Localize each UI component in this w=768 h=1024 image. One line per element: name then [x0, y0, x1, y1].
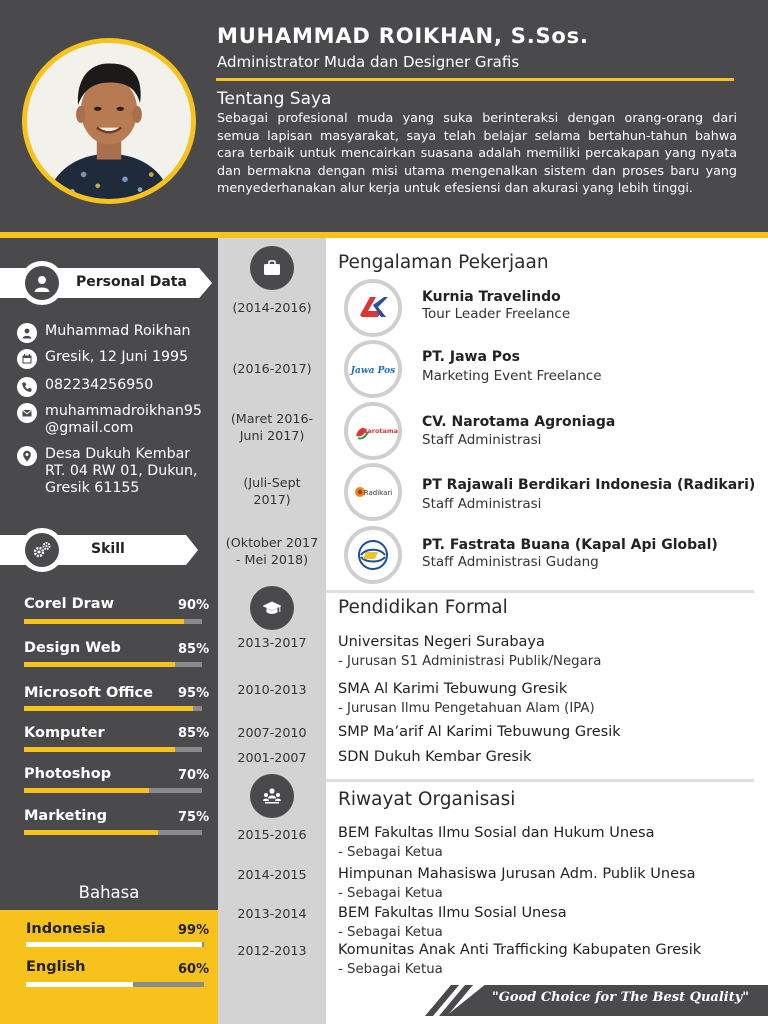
skill-bar — [24, 830, 202, 835]
skill-bar — [24, 788, 202, 793]
language-heading: Bahasa — [78, 883, 140, 902]
personal-data-email-text: muhammadroikhan95 @gmail.com — [45, 403, 202, 436]
skill-percent: 75% — [178, 810, 210, 825]
section-divider — [326, 779, 754, 782]
skill-percent: 70% — [178, 768, 210, 783]
personal-data-name-text: Muhammad Roikhan — [45, 323, 191, 339]
school-name: SDN Dukuh Kembar Gresik — [338, 749, 532, 765]
experience-period: (2014-2016) — [232, 300, 312, 315]
organization-name: BEM Fakultas Ilmu Sosial dan Hukum Unesa — [338, 825, 655, 841]
mail-icon — [17, 403, 37, 423]
header-divider — [216, 78, 734, 81]
skill-bar-fill — [24, 662, 175, 667]
language-name: Indonesia — [26, 921, 106, 937]
organization-badge — [250, 774, 294, 818]
skill-percent: 85% — [178, 642, 210, 657]
personal-data-address-text: Desa Dukuh Kembar RT. 04 RW 01, Dukun, Gresik 61155 — [45, 446, 198, 496]
school-name: SMP Ma’arif Al Karimi Tebuwung Gresik — [338, 724, 621, 740]
skill-name: Komputer — [24, 725, 105, 741]
job-role: Staff Administrasi Gudang — [422, 554, 599, 570]
skill-bar — [24, 747, 202, 752]
narotama-logo — [344, 402, 402, 460]
education-heading: Pendidikan Formal — [338, 597, 508, 618]
language-percent: 60% — [178, 962, 210, 977]
phone-icon — [17, 377, 37, 397]
organization-period: 2012-2013 — [237, 943, 307, 958]
skill-bar-fill — [24, 706, 193, 711]
company-name: Kurnia Travelindo — [422, 289, 561, 305]
skill-heading: Skill — [91, 541, 125, 557]
organization-name: BEM Fakultas Ilmu Sosial Unesa — [338, 905, 567, 921]
candidate-name: MUHAMMAD ROIKHAN, S.Sos. — [217, 24, 589, 48]
skill-name: Design Web — [24, 640, 121, 656]
skill-name: Marketing — [24, 808, 108, 824]
calendar-icon — [17, 349, 37, 369]
group-icon — [261, 785, 283, 807]
language-bar — [26, 982, 204, 987]
personal-data-birth — [17, 349, 188, 369]
kurnia-travelindo-logo — [344, 279, 402, 337]
language-bar-fill — [26, 942, 202, 947]
experience-period: (Juli-Sept 2017) — [243, 475, 301, 507]
education-period: 2010-2013 — [237, 682, 307, 697]
job-title: Administrator Muda dan Designer Grafis — [217, 53, 520, 71]
organization-heading: Riwayat Organisasi — [338, 789, 516, 810]
personal-data-birth-text: Gresik, 12 Juni 1995 — [45, 349, 189, 365]
organization-name: Himpunan Mahasiswa Jurusan Adm. Publik Unesa — [338, 866, 696, 882]
job-role: Marketing Event Freelance — [422, 368, 602, 384]
fastrata-logo — [344, 526, 402, 584]
profile-photo — [22, 38, 196, 204]
graduation-cap-icon — [261, 597, 283, 619]
school-detail: - Jurusan S1 Administrasi Publik/Negara — [338, 654, 602, 669]
section-divider — [326, 590, 754, 593]
job-role: Tour Leader Freelance — [422, 306, 571, 322]
jawa-pos-logo — [344, 340, 402, 398]
personal-data-name — [17, 323, 191, 343]
gears-icon — [32, 540, 52, 560]
job-role: Staff Administrasi — [422, 432, 542, 448]
language-name: English — [26, 959, 86, 975]
school-detail: - Jurusan Ilmu Pengetahuan Alam (IPA) — [338, 701, 595, 716]
personal-data-phone-text: 082234256950 — [45, 377, 154, 393]
personal-data-address — [17, 446, 197, 497]
about-text: Sebagai profesional muda yang suka berinteraksi dengan orang-orang dari semua lapisan masyarakat, saya telah belajar selama bertahun-tahun bahwa cara terbaik untuk mencairkan suasana adalah memiliki percakapan yang nyata dan bermakna dengan misi utama mengenalkan sistem dan proses baru yang menyederhanakan alur kerja untuk efesiensi dan akurasi yang lebih tinggi. — [217, 110, 737, 196]
about-heading: Tentang Saya — [217, 89, 332, 109]
footer-tagline: "Good Choice for The Best Quality" — [492, 990, 750, 1005]
organization-role: - Sebagai Ketua — [338, 845, 443, 860]
education-period: 2001-2007 — [237, 750, 307, 765]
skill-percent: 95% — [178, 686, 210, 701]
skill-bar — [24, 662, 202, 667]
skill-bar-fill — [24, 788, 149, 793]
school-name: Universitas Negeri Surabaya — [338, 634, 545, 650]
organization-period: 2013-2014 — [237, 906, 307, 921]
organization-role: - Sebagai Ketua — [338, 962, 443, 977]
skill-percent: 85% — [178, 726, 210, 741]
person-icon — [32, 273, 52, 293]
company-name: CV. Narotama Agroniaga — [422, 414, 616, 430]
organization-name: Komunitas Anak Anti Trafficking Kabupaten Gresik — [338, 942, 702, 958]
skill-name: Corel Draw — [24, 596, 114, 612]
organization-period: 2014-2015 — [237, 867, 307, 882]
profile-photo-image — [27, 43, 191, 199]
personal-data-phone — [17, 377, 153, 397]
skill-percent: 90% — [178, 598, 210, 613]
jawa-pos-logo-text: Jawa Pos — [350, 366, 396, 376]
organization-role: - Sebagai Ketua — [338, 886, 443, 901]
organization-period: 2015-2016 — [237, 827, 307, 842]
organization-role: - Sebagai Ketua — [338, 925, 443, 940]
location-pin-icon — [17, 446, 37, 466]
skill-name: Microsoft Office — [24, 685, 153, 701]
radikari-logo-text: Radikari — [363, 489, 393, 497]
skill-name: Photoshop — [24, 766, 112, 782]
person-icon — [17, 323, 37, 343]
education-period: 2007-2010 — [237, 725, 307, 740]
job-role: Staff Administrasi — [422, 496, 542, 512]
skill-bar-fill — [24, 830, 158, 835]
briefcase-icon — [261, 257, 283, 279]
personal-data-heading: Personal Data — [76, 274, 187, 290]
language-bar-fill — [26, 982, 133, 987]
narotama-logo-text: Narotama — [361, 427, 398, 435]
experience-period: (Maret 2016- Juni 2017) — [230, 411, 314, 443]
company-name: PT. Fastrata Buana (Kapal Api Global) — [422, 537, 718, 553]
radikari-logo — [344, 463, 402, 521]
skill-bar — [24, 619, 202, 624]
language-percent: 99% — [178, 923, 210, 938]
company-name: PT Rajawali Berdikari Indonesia (Radikari) — [422, 477, 756, 493]
experience-period: (Oktober 2017 - Mei 2018) — [225, 535, 319, 567]
skill-badge — [20, 528, 64, 572]
company-name: PT. Jawa Pos — [422, 349, 520, 365]
school-name: SMA Al Karimi Tebuwung Gresik — [338, 681, 568, 697]
skill-bar — [24, 706, 202, 711]
skill-bar-fill — [24, 747, 175, 752]
experience-heading: Pengalaman Pekerjaan — [338, 252, 549, 273]
experience-period: (2016-2017) — [232, 361, 312, 376]
skill-bar-fill — [24, 619, 184, 624]
education-period: 2013-2017 — [237, 635, 307, 650]
language-bar — [26, 942, 204, 947]
personal-data-badge — [20, 261, 64, 305]
education-badge — [250, 586, 294, 630]
personal-data-email — [17, 403, 202, 437]
experience-badge — [250, 246, 294, 290]
